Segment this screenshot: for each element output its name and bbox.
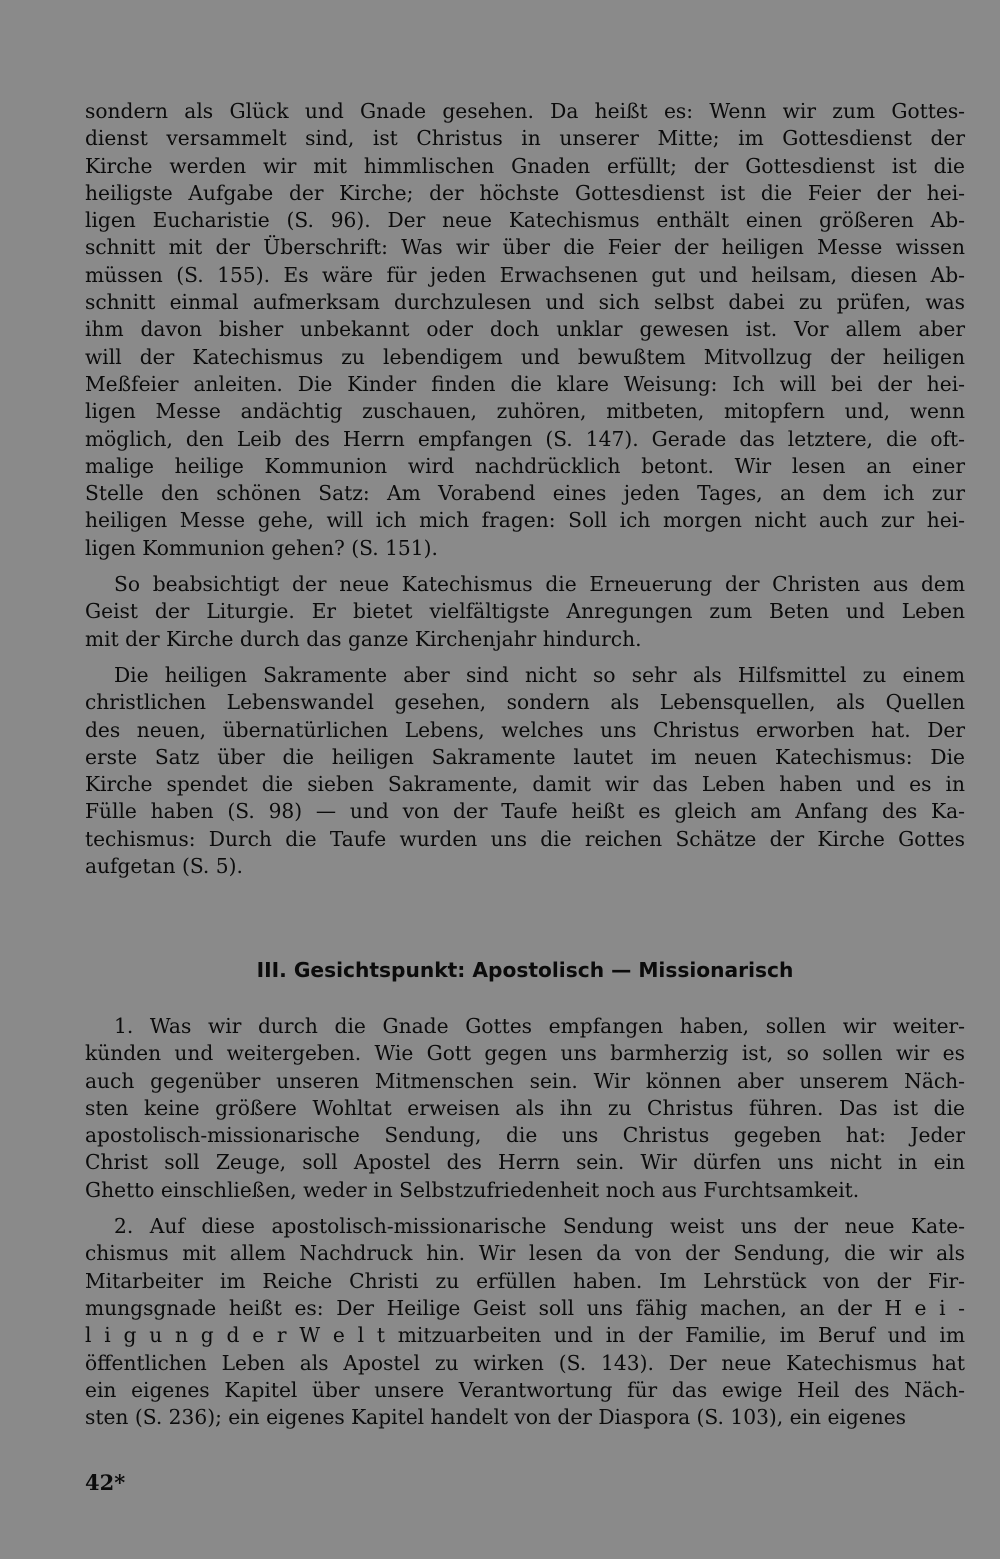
text-line: schnitt einmal aufmerksam durchzulesen und sich selbst dabei zu prüfen, was [85,290,965,315]
text-line: müssen (S. 155). Es wäre für jeden Erwachsenen gut und heilsam, diesen Ab- [85,262,965,287]
text-line: So beabsichtigt der neue Katechismus die Erneuerung der Christen aus dem [114,572,965,597]
text-line: apostolisch-missionarische Sendung, die uns Christus gegeben hat: Jeder [85,1123,965,1148]
text-line: malige heilige Kommunion wird nachdrücklich betont. Wir lesen an einer [85,453,965,478]
text-block-before-heading [85,98,965,880]
text-line: will der Katechismus zu lebendigem und bewußtem Mitvollzug der heiligen [85,344,965,369]
text-line: Stelle den schönen Satz: Am Vorabend eines jeden Tages, an dem ich zur [85,481,965,506]
text-line: Mitarbeiter im Reiche Christi zu erfüllen haben. Im Lehrstück von der Fir- [85,1268,965,1293]
text-line: Christ soll Zeuge, soll Apostel des Herrn sein. Wir dürfen uns nicht in ein [85,1150,965,1175]
text-line: künden und weitergeben. Wie Gott gegen uns barmherzig ist, so sollen wir es [85,1041,965,1066]
text-line: aufgetan (S. 5). [85,854,243,879]
text-line: l i g u n g d e r W e l t mitzuarbeiten und in der Familie, im Beruf und im [85,1323,965,1348]
text-line: chismus mit allem Nachdruck hin. Wir lesen da von der Sendung, die wir als [85,1241,965,1266]
text-line: techismus: Durch die Taufe wurden uns die reichen Schätze der Kirche Gottes [85,826,965,851]
text-line: sten (S. 236); ein eigenes Kapitel handelt von der Diaspora (S. 103), ein eigenes [85,1405,907,1430]
text-line: heiligen Messe gehe, will ich mich fragen: Soll ich morgen nicht auch zur hei- [85,508,965,533]
text-line: Kirche werden wir mit himmlischen Gnaden erfüllt; der Gottesdienst ist die [85,153,965,178]
text-line: möglich, den Leib des Herrn empfangen (S. 147). Gerade das letztere, die oft- [85,426,965,451]
paragraph [85,98,965,562]
paragraph [85,1213,965,1431]
text-line: sten keine größere Wohltat erweisen als ihn zu Christus führen. Das ist die [85,1095,965,1120]
text-line: ligen Kommunion gehen? (S. 151). [85,535,438,560]
text-line: öffentlichen Leben als Apostel zu wirken (S. 143). Der neue Katechismus hat [85,1350,965,1375]
text-line: des neuen, übernatürlichen Lebens, welches uns Christus erworben hat. Der [85,717,965,742]
text-line: ihm davon bisher unbekannt oder doch unklar gewesen ist. Vor allem aber [85,317,965,342]
text-line: Kirche spendet die sieben Sakramente, damit wir das Leben haben und es in [85,772,965,797]
text-line: Meßfeier anleiten. Die Kinder finden die klare Weisung: Ich will bei der hei- [85,371,965,396]
text-line: mungsgnade heißt es: Der Heilige Geist soll uns fähig machen, an der H e i - [85,1295,965,1320]
text-block-after-heading [85,1013,965,1431]
text-line: ein eigenes Kapitel über unsere Verantwortung für das ewige Heil des Näch- [85,1377,965,1402]
paragraph [85,571,965,653]
text-line: Ghetto einschließen, weder in Selbstzufriedenheit noch aus Furchtsamkeit. [85,1177,860,1202]
text-line: auch gegenüber unseren Mitmenschen sein. Wir können aber unserem Näch- [85,1068,965,1093]
text-line: Die heiligen Sakramente aber sind nicht so sehr als Hilfsmittel zu einem [114,662,965,687]
text-line: ligen Eucharistie (S. 96). Der neue Katechismus enthält einen größeren Ab- [85,208,965,233]
text-line: Fülle haben (S. 98) — und von der Taufe heißt es gleich am Anfang des Ka- [85,799,965,824]
text-line: Geist der Liturgie. Er bietet vielfältigste Anregungen zum Beten und Leben [85,599,965,624]
paragraph [85,662,965,880]
page-number: 42* [85,1470,126,1495]
text-line: 1. Was wir durch die Gnade Gottes empfangen haben, sollen wir weiter- [114,1014,965,1038]
text-line: schnitt mit der Überschrift: Was wir über die Feier der heiligen Messe wissen [85,235,965,260]
text-line: heiligste Aufgabe der Kirche; der höchste Gottesdienst ist die Feier der hei- [85,180,965,205]
text-line: ligen Messe andächtig zuschauen, zuhören, mitbeten, mitopfern und, wenn [85,399,965,424]
paragraph [85,1013,965,1204]
text-line: mit der Kirche durch das ganze Kirchenjahr hindurch. [85,626,642,651]
text-line: sondern als Glück und Gnade gesehen. Da heißt es: Wenn wir zum Gottes- [85,99,965,123]
section-heading: III. Gesichtspunkt: Apostolisch — Missionarisch [256,958,794,982]
text-line: erste Satz über die heiligen Sakramente lautet im neuen Katechismus: Die [85,744,965,769]
text-line: dienst versammelt sind, ist Christus in unserer Mitte; im Gottesdienst der [85,126,965,151]
text-line: christlichen Lebenswandel gesehen, sondern als Lebensquellen, als Quellen [85,690,965,715]
text-line: 2. Auf diese apostolisch-missionarische Sendung weist uns der neue Kate- [114,1214,965,1239]
